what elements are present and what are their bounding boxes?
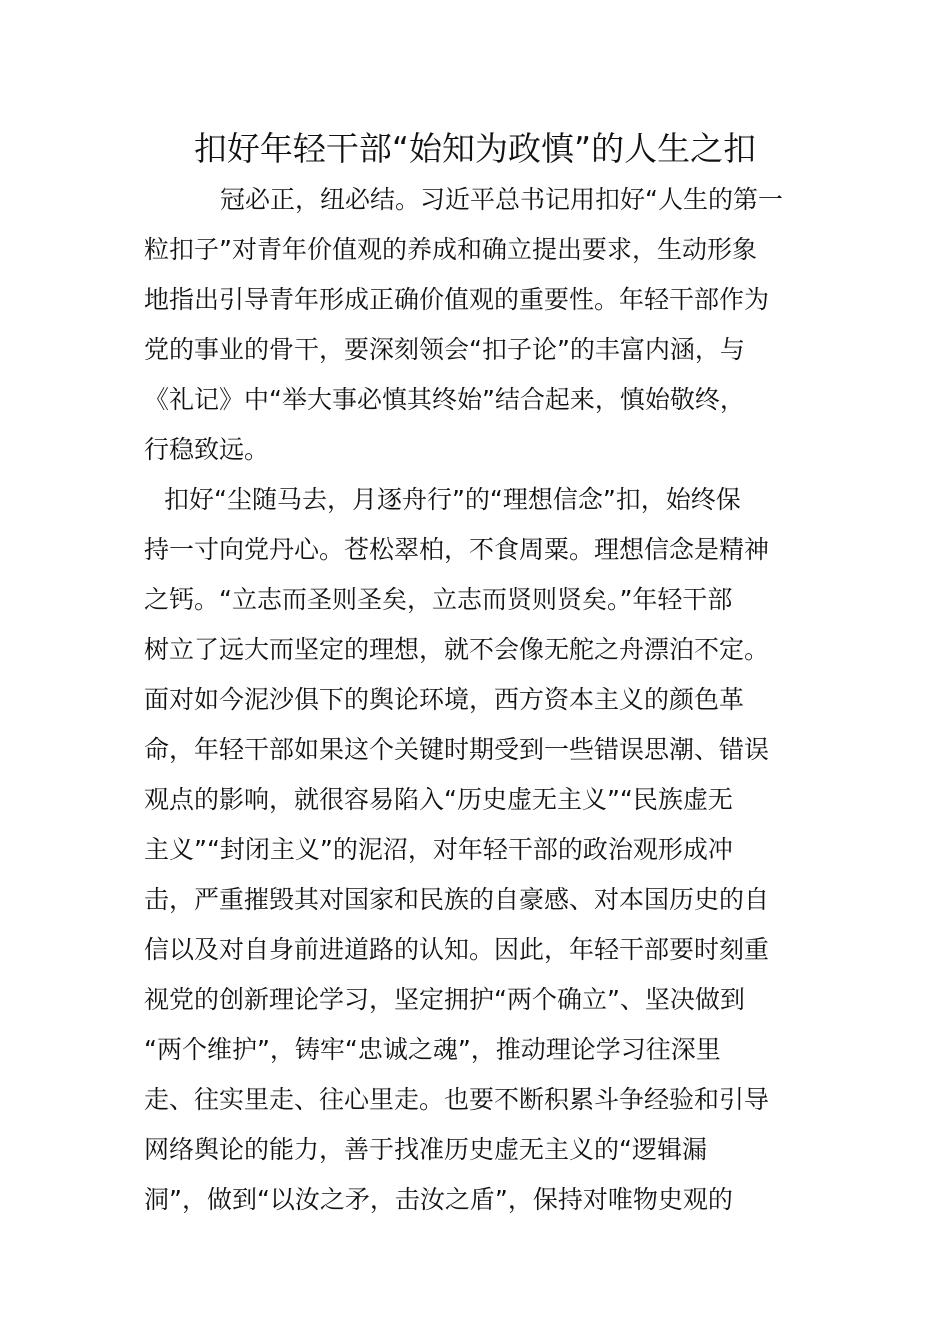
- paragraph-line: 洞”，做到“以汝之矛，击汝之盾”，保持对唯物史观的: [144, 1185, 733, 1214]
- document-title: 扣好年轻干部“始知为政慎”的人生之扣: [193, 129, 757, 168]
- paragraph-line: 《礼记》中“举大事必慎其终始”结合起来，慎始敬终，: [144, 385, 745, 414]
- paragraph-line: 观点的影响，就很容易陷入“历史虚无主义”“民族虚无: [144, 785, 733, 814]
- paragraph-line: 击，严重摧毁其对国家和民族的自豪感、对本国历史的自: [144, 885, 770, 914]
- paragraph-line: 网络舆论的能力，善于找准历史虚无主义的“逻辑漏: [144, 1135, 707, 1164]
- paragraph-line: 扣好“尘随马去，月逐舟行”的“理想信念”扣，始终保: [164, 485, 741, 514]
- paragraph-line: 走、往实里走、往心里走。也要不断积累斗争经验和引导: [144, 1085, 770, 1114]
- paragraph-line: 粒扣子”对青年价值观的养成和确立提出要求，生动形象: [144, 235, 757, 264]
- paragraph-line: 地指出引导青年形成正确价值观的重要性。年轻干部作为: [144, 285, 770, 314]
- paragraph-line: 行稳致远。: [144, 435, 270, 464]
- paragraph-line: 命，年轻干部如果这个关键时期受到一些错误思潮、错误: [144, 735, 770, 764]
- paragraph-line: 树立了远大而坚定的理想，就不会像无舵之舟漂泊不定。: [144, 635, 770, 664]
- paragraph-line: 持一寸向党丹心。苍松翠柏，不食周粟。理想信念是精神: [144, 535, 770, 564]
- paragraph-line: 面对如今泥沙俱下的舆论环境，西方资本主义的颜色革: [144, 685, 745, 714]
- paragraph-line: “两个维护”，铸牢“忠诚之魂”，推动理论学习往深里: [144, 1035, 721, 1064]
- paragraph-line: 信以及对自身前进道路的认知。因此，年轻干部要时刻重: [144, 935, 770, 964]
- paragraph-line: 冠必正，纽必结。习近平总书记用扣好“人生的第一: [220, 185, 783, 214]
- paragraph-line: 党的事业的骨干，要深刻领会“扣子论”的丰富内涵，与: [144, 335, 745, 364]
- paragraph-line: 主义”“封闭主义”的泥沼，对年轻干部的政治观形成冲: [144, 835, 733, 864]
- document-body: [144, 175, 808, 1225]
- paragraph-line: 视党的创新理论学习，坚定拥护“两个确立”、坚决做到: [144, 985, 745, 1014]
- paragraph-line: 之钙。“立志而圣则圣矣，立志而贤则贤矣。”年轻干部: [144, 585, 733, 614]
